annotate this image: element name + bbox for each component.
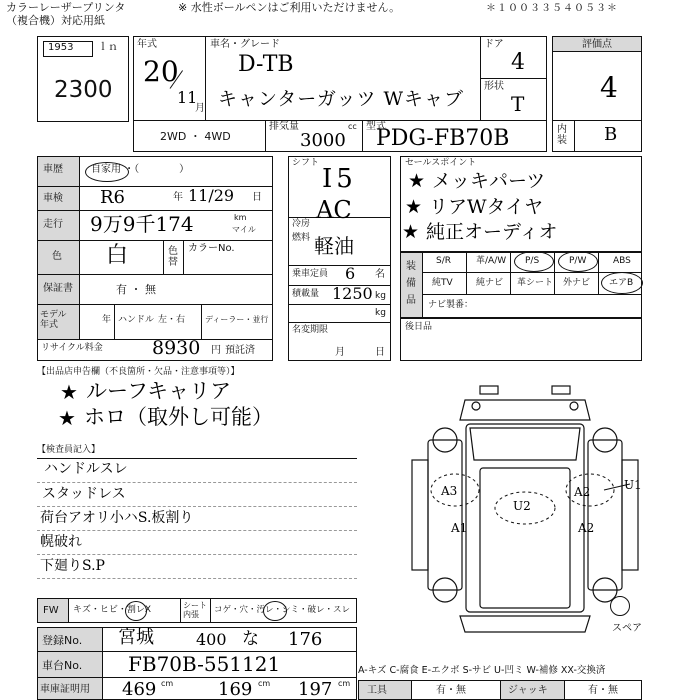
shape-label: 形状 xyxy=(484,81,504,92)
equipment-label: 装備品 xyxy=(406,261,416,306)
equip-navi: 純ナビ xyxy=(476,278,504,288)
exhibitor-star-2: ★ xyxy=(58,406,76,430)
score-label: 評価点 xyxy=(582,39,612,50)
displacement-label: 排気量 xyxy=(269,121,299,132)
mark-u2: U2 xyxy=(513,499,531,513)
inspector-note-5: 下廻りS.P xyxy=(40,558,105,574)
capacity-unit: 名 xyxy=(375,269,385,280)
expiry-month: 月 xyxy=(335,347,345,358)
stain-label: コゲ・穴・汚レ・シミ・破レ・スレ xyxy=(214,605,351,615)
chassis-number: FB70B-551121 xyxy=(128,652,281,676)
inspection-era: R6 xyxy=(100,187,126,208)
length-unit: cm xyxy=(161,679,174,688)
height-unit: cm xyxy=(338,679,351,688)
mileage-unit-km: km xyxy=(234,213,247,222)
chassis-label: 車台No. xyxy=(42,659,83,672)
seat-label: シート内張 xyxy=(183,601,207,619)
mark-a1: A1 xyxy=(451,521,468,535)
shape-value: T xyxy=(511,92,525,116)
serial-number: ＊１００３３５４０５３＊ xyxy=(486,3,618,14)
width-value: 169 xyxy=(218,679,253,700)
inspection-day-unit: 日 xyxy=(252,192,262,203)
recycle-amount: 8930 xyxy=(152,337,201,359)
mark-a2-top: A2 xyxy=(574,485,591,499)
printer-note-line2: （複合機）対応用紙 xyxy=(6,14,105,27)
exhibitor-label: 【出品店申告欄（不良箇所・欠品・注意事項等）】 xyxy=(37,367,240,377)
displacement-unit: cc xyxy=(348,122,357,131)
door-label: ドア xyxy=(484,39,504,50)
expiry-day: 日 xyxy=(375,347,385,358)
sales-point-2: リアWタイヤ xyxy=(429,196,544,218)
drive-option: 2WD ・ 4WD xyxy=(160,130,231,143)
warranty-value: 有 ・ 無 xyxy=(116,283,156,296)
inspector-label: 【検査員記入】 xyxy=(37,445,101,455)
mark-a3: A3 xyxy=(441,484,458,498)
equip-leather-aw: 革/A/W xyxy=(476,256,507,266)
exhibitor-note-2: ホロ（取外し可能） xyxy=(84,405,273,429)
type-label: 型式 xyxy=(366,121,386,132)
inspector-note-2: スタッドレス xyxy=(42,486,126,502)
cert-label: 車庫証明用 xyxy=(40,684,90,695)
sales-point-star-2: ★ xyxy=(405,196,423,218)
equip-abs: ABS xyxy=(613,256,631,266)
handle-value: 左・右 xyxy=(158,315,186,325)
inspector-note-4: 幌破れ xyxy=(40,534,82,550)
displacement-value: 3000 xyxy=(300,130,346,151)
inspection-year-unit: 年 xyxy=(173,192,183,203)
scratch-label: キズ・ヒビ・割レX xyxy=(73,605,151,615)
load-unit: kg xyxy=(375,291,386,301)
pw-circle xyxy=(558,251,598,272)
width-unit: cm xyxy=(258,679,271,688)
registration-place: 宮城 xyxy=(118,627,154,648)
lot-number: 2300 xyxy=(54,77,113,103)
recycle-status: 預託済 xyxy=(225,345,255,356)
shift-label: シフト xyxy=(292,158,320,168)
equip-ext-navi: 外ナビ xyxy=(563,278,591,288)
exhibitor-star-1: ★ xyxy=(60,380,78,404)
sales-point-star-3: ★ xyxy=(402,221,420,243)
fuel-value: 軽油 xyxy=(314,234,354,258)
score-value: 4 xyxy=(600,71,618,104)
inspector-note-3: 荷台アオリ小ハS.板割り xyxy=(40,510,194,526)
inspection-label: 車検 xyxy=(43,193,63,204)
equip-pw: P/W xyxy=(569,256,587,266)
printer-note-line1: カラーレーザープリンタ xyxy=(6,1,126,14)
load-label: 積載量 xyxy=(292,289,320,299)
fw-label: FW xyxy=(43,605,59,616)
model-year-unit: 年 xyxy=(102,315,112,325)
history-value: 自家用 ・（ ） xyxy=(91,164,190,175)
expiry-label: 名変期限 xyxy=(292,325,329,335)
tool-label: 工具 xyxy=(367,685,387,696)
pen-notice: ※ 水性ボールペンはご利用いただけません。 xyxy=(178,1,401,14)
inspector-note-1: ハンドルスレ xyxy=(44,461,128,477)
equip-ps: P/S xyxy=(525,256,540,266)
maker-value: D-TB xyxy=(238,52,294,77)
height-value: 197 xyxy=(298,679,333,700)
name-label: 車名・グレード xyxy=(210,39,280,50)
registration-class: 400 xyxy=(196,630,227,649)
equip-leather-seat: 革シート xyxy=(517,278,554,288)
color-label: 色 xyxy=(52,251,62,262)
load-value: 1250 xyxy=(332,284,373,303)
history-label: 車歴 xyxy=(43,164,63,175)
inspection-date: 11/29 xyxy=(188,186,235,205)
tool-value: 有・無 xyxy=(436,685,466,696)
weight-unit: kg xyxy=(375,308,386,318)
color-no-label: カラーNo. xyxy=(188,243,235,254)
door-value: 4 xyxy=(511,50,525,75)
fuel-label: 燃料 xyxy=(292,233,311,243)
lot-suffix: ｌｎ xyxy=(98,42,118,53)
exhibitor-note-1: ルーフキャリア xyxy=(86,379,232,403)
handle-label: ハンドル xyxy=(118,315,155,325)
scratch-circle xyxy=(125,601,147,621)
type-value: PDG-FB70B xyxy=(376,126,510,151)
warranty-label: 保証書 xyxy=(43,283,73,294)
mark-u1-side: U1 xyxy=(624,478,642,492)
jack-label: ジャッキ xyxy=(508,685,548,696)
color-value: 白 xyxy=(106,243,129,268)
registration-number: 176 xyxy=(288,629,323,650)
later-items-label: 後日品 xyxy=(405,322,433,332)
model-year-label: モデル年式 xyxy=(40,310,67,330)
equip-airbag: エアB xyxy=(609,278,634,288)
shift-value: I5 xyxy=(322,164,357,194)
mileage-label: 走行 xyxy=(43,219,63,230)
color-change-label: 色替 xyxy=(168,246,178,268)
stain-circle xyxy=(263,601,287,621)
damage-legend: A-キズ C-腐食 E-エクボ S-サビ U-凹ミ W-補修 XX-交換済 xyxy=(358,665,606,676)
capacity-label: 乗車定員 xyxy=(292,269,329,279)
jack-value: 有・無 xyxy=(588,685,618,696)
equip-sr: S/R xyxy=(436,256,451,266)
year-value: 20 xyxy=(143,55,179,88)
navi-serial-label: ナビ製番： xyxy=(428,300,474,310)
mark-a2-bottom: A2 xyxy=(578,521,595,535)
cooler-value: AC xyxy=(316,196,352,224)
airbag-circle xyxy=(601,272,643,294)
cooler-label: 冷房 xyxy=(292,219,311,229)
spare-circle xyxy=(610,596,630,616)
interior-label: 内装 xyxy=(557,124,567,146)
year-label: 年式 xyxy=(137,39,157,50)
length-value: 469 xyxy=(122,679,157,700)
later-items-box xyxy=(400,318,642,361)
sales-point-3: 純正オーディオ xyxy=(426,221,558,243)
ps-circle xyxy=(514,251,554,272)
sales-point-star-1: ★ xyxy=(408,170,426,192)
lot-code: 1953 xyxy=(48,42,74,53)
sales-point-label: セールスポイント xyxy=(405,158,477,168)
month-suffix: 月 xyxy=(195,103,205,114)
dealer-label: ディーラー・並行 xyxy=(205,315,269,324)
mileage-value: 9万9千174 xyxy=(90,212,194,236)
registration-label: 登録No. xyxy=(42,634,83,647)
month-value: 11 xyxy=(177,88,198,107)
recycle-unit: 円 xyxy=(211,345,221,356)
spare-label: スペア xyxy=(612,623,642,634)
capacity-value: 6 xyxy=(345,264,356,283)
registration-kana: な xyxy=(242,629,259,649)
interior-value: B xyxy=(604,124,618,145)
sales-point-1: メッキパーツ xyxy=(432,170,546,192)
recycle-label: リサイクル料金 xyxy=(41,343,103,353)
model-name: キャンターガッツ Wキャブ xyxy=(218,88,465,110)
equip-tv: 純TV xyxy=(432,278,453,288)
mileage-unit-mile: マイル xyxy=(232,225,256,234)
